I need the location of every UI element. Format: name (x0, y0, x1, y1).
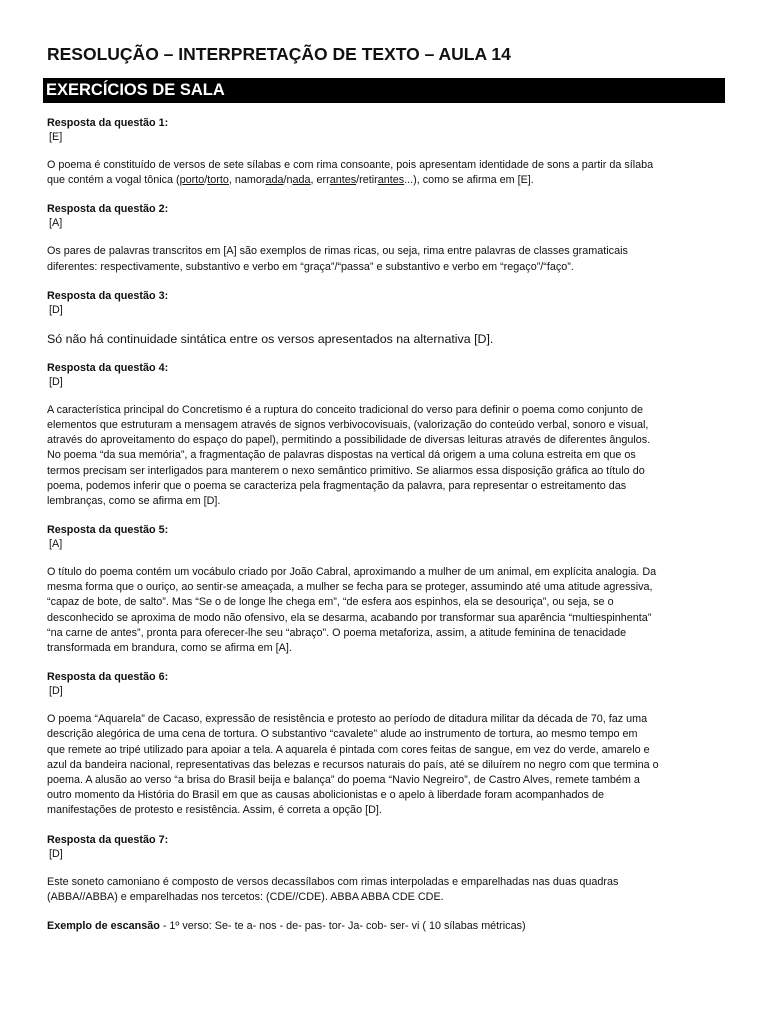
text-line: Este soneto camoniano é composto de versos decassílabos com rimas interpoladas e emparelhadas nas duas quadras (47, 875, 619, 888)
section-title: EXERCÍCIOS DE SALA (46, 81, 225, 99)
text-line: “na carne de antes”, pronta para oferecer-lhe seu “abraço”. O poema metaforiza, assim, a atitude feminina de tenacidade (47, 626, 627, 639)
text-line: mesma forma que o ouriço, ao sentir-se ameaçada, a mulher se fecha para se proteger, assumindo até uma atitude agressiva, (47, 581, 653, 594)
text-line: manifestações de protesto e resistência. Assim, é correta a opção [D]. (47, 804, 382, 817)
text-line: lembranças, como se afirma em [D]. (47, 494, 221, 507)
question-answer: [D] (49, 847, 63, 860)
answer-explanation (47, 565, 727, 656)
question-heading: Resposta da questão 6: (47, 671, 169, 684)
answer-block-3 (47, 289, 727, 347)
question-answer: [D] (49, 375, 63, 388)
question-heading: Resposta da questão 1: (47, 117, 169, 129)
text-line: Os pares de palavras transcritos em [A] são exemplos de rimas ricas, ou seja, rima entre palavras de classes gramaticais (47, 245, 628, 258)
text-line: azul da bandeira nacional, representativas das belezas e recursos naturais do país, até se diluírem no negro com que termina o (47, 758, 659, 771)
text-line: “capaz de bote, de salto”. Mas “Se o de longe lhe chega em”, “de esfera aos espinhos, ela se desouriça”, ou seja, se o (47, 596, 614, 609)
answer-block-2 (47, 202, 727, 274)
answer-block-7 (47, 833, 727, 905)
section-header-bar (43, 78, 725, 103)
answer-block-6 (47, 670, 727, 818)
question-heading: Resposta da questão 5: (47, 524, 169, 537)
answer-explanation (47, 403, 727, 509)
page-title: RESOLUÇÃO – INTERPRETAÇÃO DE TEXTO – AULA 14 (47, 44, 511, 64)
question-answer: [A] (49, 538, 63, 551)
question-answer: [A] (49, 217, 63, 230)
answer-explanation (47, 712, 727, 818)
text-line: poema. A alusão ao verso “a brisa do Brasil beija e balança” do poema “Navio Negreiro”, de Castro Alves, remete também a (47, 773, 640, 786)
text-line: poema, podemos inferir que o poema se caracteriza pela fragmentação da palavra, para representar o estreitamento das (47, 479, 627, 492)
answers-content (47, 116, 727, 934)
text-line: O título do poema contém um vocábulo criado por João Cabral, aproximando a mulher de um animal, em explícita analogia. Da (47, 566, 657, 579)
question-heading: Resposta da questão 3: (47, 289, 169, 302)
answer-explanation (47, 244, 727, 274)
text-line: O poema é constituído de versos de sete sílabas e com rima consoante, pois apresentam identidade de sons a partir da sílaba (47, 159, 654, 171)
text-line: que contém a vogal tônica (porto/torto, namorada/nada, errantes/retirantes...), como se afirma em [E]. (47, 174, 534, 187)
text-line: O poema “Aquarela” de Cacaso, expressão de resistência e protesto ao período de ditadura militar da década de 70, faz uma (47, 713, 648, 726)
answer-block-1 (47, 116, 727, 188)
scansion-example (47, 919, 727, 934)
text-line: outro momento da História do Brasil em que as causas abolicionistas e o apelo à liberdade foram acompanhados de (47, 789, 604, 802)
question-answer: [D] (49, 685, 63, 698)
answer-block-4 (47, 361, 727, 509)
scansion-label: Exemplo de escansão (47, 919, 160, 932)
text-line: A característica principal do Concretismo é a ruptura do conceito tradicional do verso para definir o poema como conjunto de (47, 403, 643, 416)
text-line: descrição alegórica de uma cena de tortura. O substantivo “cavalete” alude ao instrumento de tortura, ao mesmo tempo em (47, 728, 638, 741)
answer-explanation (47, 331, 727, 347)
text-line: através do aproveitamento do espaço do papel), permitindo a possibilidade de diversas leituras através de diferentes ângulos. (47, 434, 651, 447)
text-line: que remete ao tripé utilizado para apoiar a tela. A aquarela é pintada com cores feitas de sangue, em vez do verde, amarelo e (47, 743, 650, 756)
text-line: transformada em brandura, como se afirma em [A]. (47, 642, 292, 654)
text-line: Só não há continuidade sintática entre os versos apresentados na alternativa [D]. (47, 331, 494, 346)
text-line (47, 919, 727, 934)
answer-explanation (47, 875, 727, 905)
text-line: No poema “da sua memória”, a fragmentação de palavras dispostas na vertical dá origem a uma coluna estreita em que os (47, 449, 636, 462)
text-line: elementos que estruturam a mensagem através de signos verbivocovisuais, (valorização do conteúdo verbal, sonoro e visual, (47, 418, 649, 431)
answer-block-5 (47, 523, 727, 656)
question-answer: [D] (49, 303, 63, 316)
question-heading: Resposta da questão 2: (47, 203, 169, 216)
answer-explanation (47, 158, 727, 188)
text-line: desconhecido se aproxima de modo não ofensivo, ela se desarma, acabando por transformar sua aparência “multiespinhenta” (47, 611, 652, 624)
text-line: (ABBA//ABBA) e emparelhadas nos tercetos: (CDE//CDE). ABBA ABBA CDE CDE. (47, 890, 444, 903)
scansion-text: - 1º verso: Se- te a- nos - de- pas- tor- Ja- cob- ser- vi ( 10 sílabas métricas) (159, 919, 526, 932)
text-line: termos precisam ser interligados para manterem o nexo semântico primitivo. Se aliarmos essa disposição gráfica ao título do (47, 464, 645, 477)
question-heading: Resposta da questão 7: (47, 833, 169, 846)
question-answer: [E] (49, 131, 63, 143)
text-line: diferentes: respectivamente, substantivo e verbo em “graça”/“passa” e substantivo e verbo em “regaço”/“faço”. (47, 260, 574, 273)
question-heading: Resposta da questão 4: (47, 361, 169, 374)
